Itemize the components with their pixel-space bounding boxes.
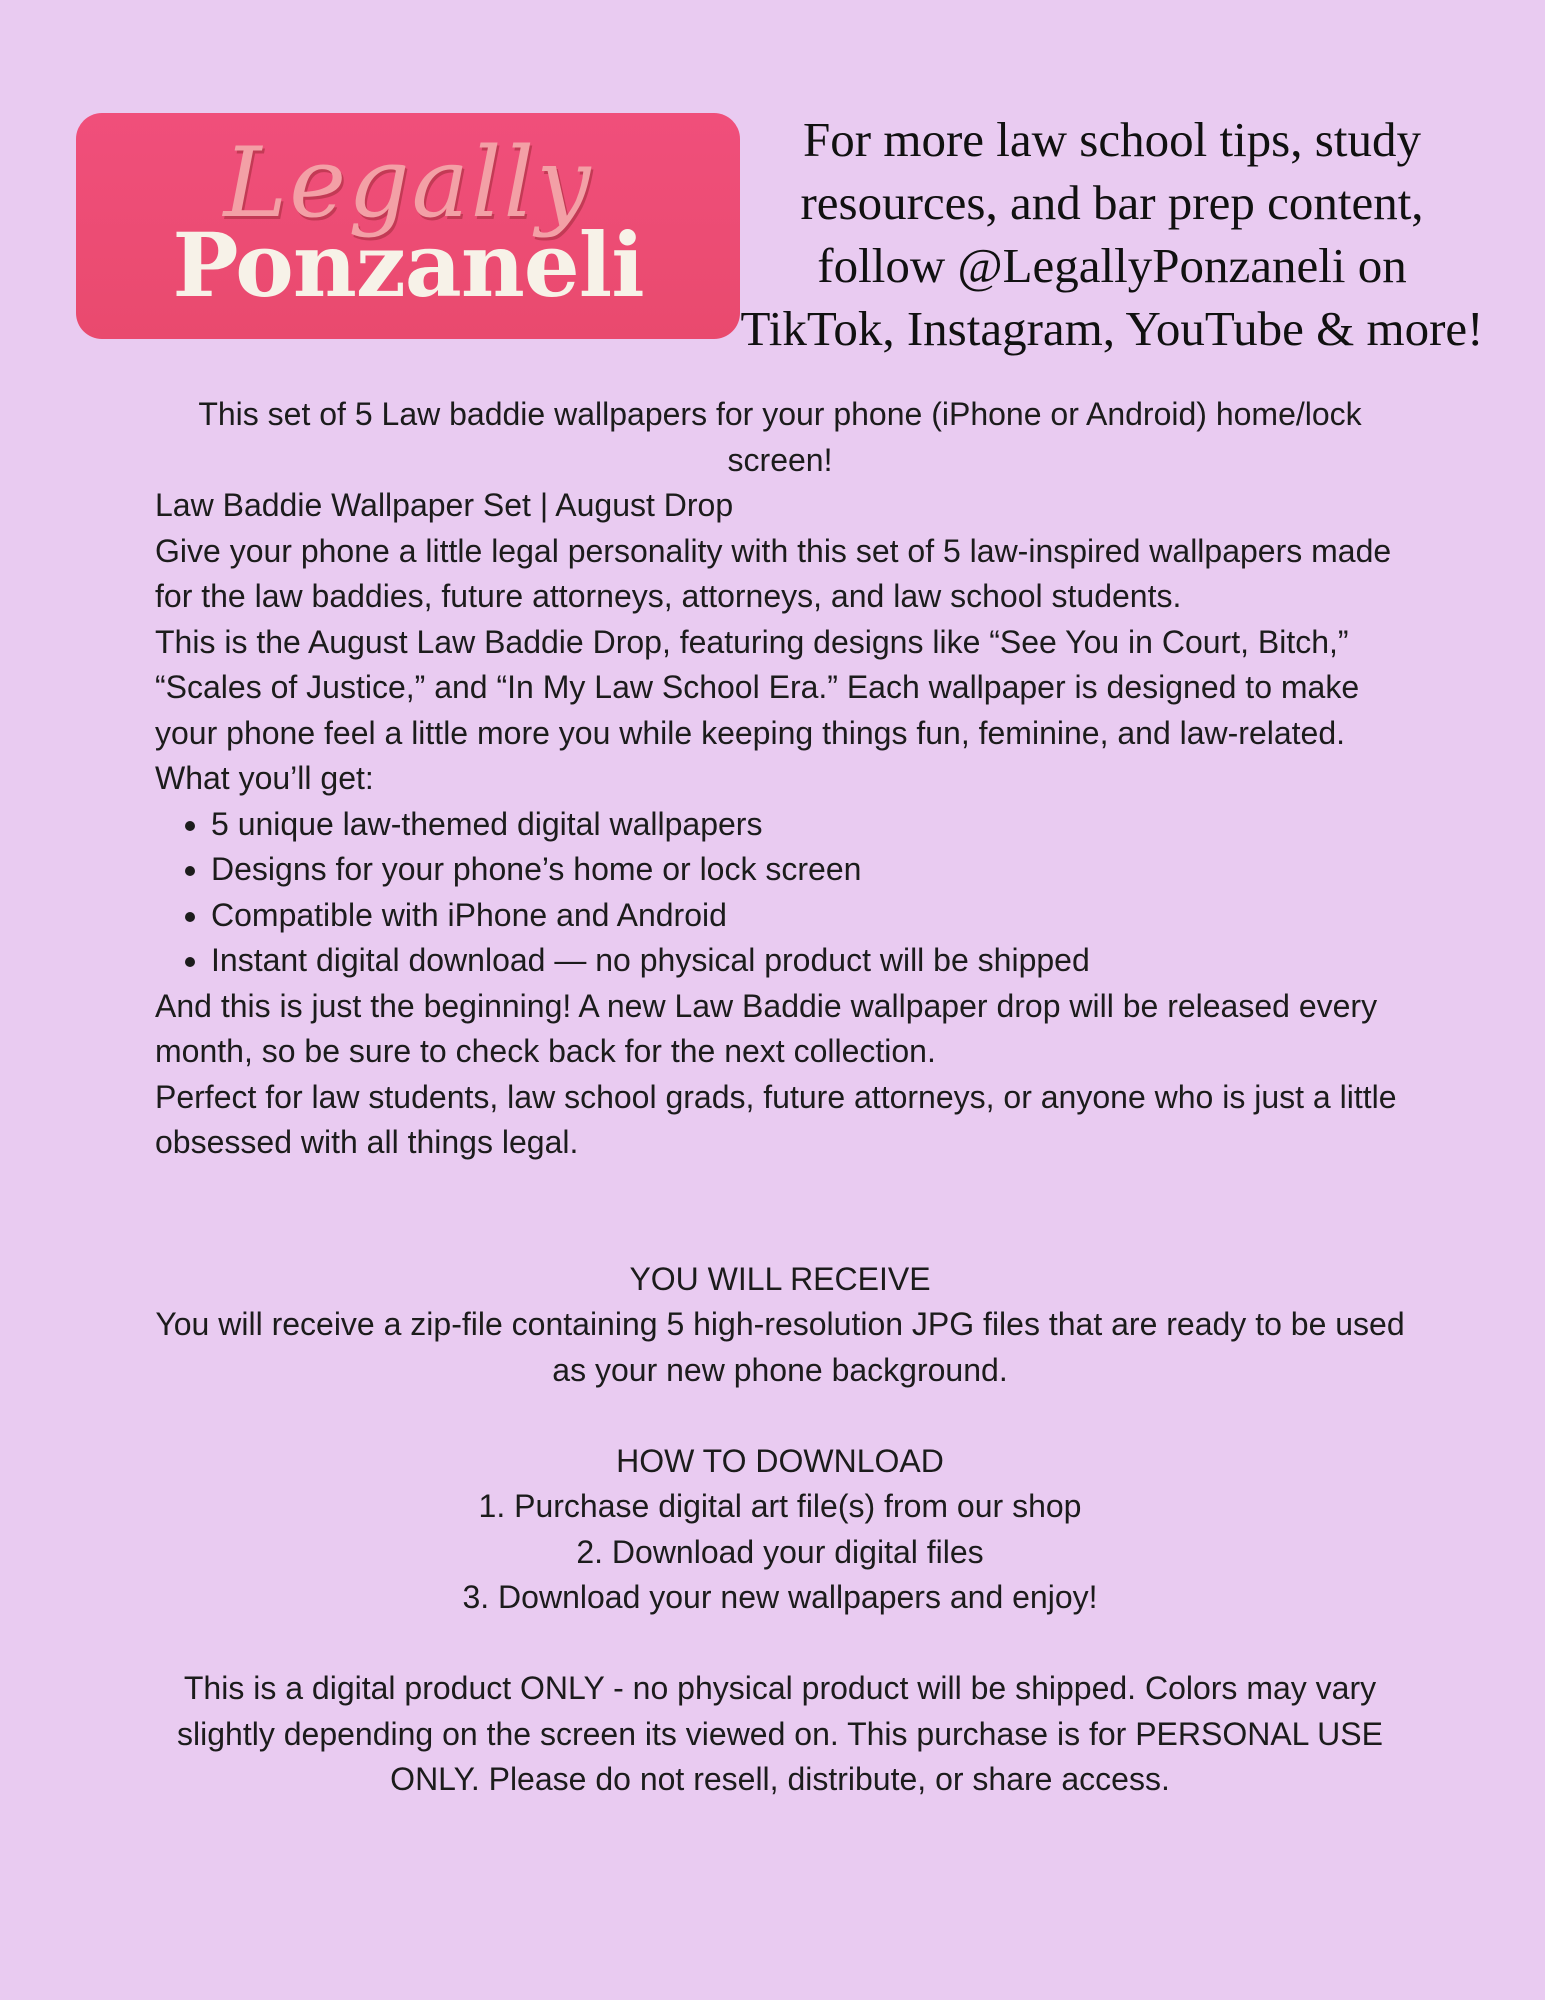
download-heading: HOW TO DOWNLOAD xyxy=(616,1442,944,1479)
product-title: Law Baddie Wallpaper Set | August Drop xyxy=(155,487,734,523)
receive-text: You will receive a zip-file containing 5 high-resolution JPG files that are ready to be used as your new phone background. xyxy=(155,1306,1405,1388)
intro-text: This set of 5 Law baddie wallpapers for your phone (iPhone or Android) home/lock screen! xyxy=(198,396,1362,478)
product-description xyxy=(155,392,1405,1803)
list-item: • Instant digital download — no physical product will be shipped xyxy=(211,938,1405,984)
list-item: • Designs for your phone’s home or lock screen xyxy=(211,847,1405,893)
receive-heading: YOU WILL RECEIVE xyxy=(629,1260,931,1297)
description-paragraph-1: Give your phone a little legal personality with this set of 5 law-inspired wallpapers made for the law baddies, future attorneys, attorneys, and law school students. xyxy=(155,532,1392,614)
whats-included-heading: What you’ll get: xyxy=(155,760,374,796)
description-paragraph-2: This is the August Law Baddie Drop, featuring designs like “See You in Court, Bitch,” “Scales of Justice,” and “In My Law School Era.” Each wallpaper is designed to make your phone feel a little more you while keeping things fun, feminine, and law-related. xyxy=(155,623,1360,751)
description-paragraph-3: And this is just the beginning! A new Law Baddie wallpaper drop will be released every month, so be sure to check back for the next collection. xyxy=(155,987,1378,1069)
download-step: 2. Download your digital files xyxy=(576,1533,984,1570)
download-step: 1. Purchase digital art file(s) from our shop xyxy=(478,1488,1082,1524)
list-item: • 5 unique law-themed digital wallpapers xyxy=(211,802,1405,848)
social-follow-text: For more law school tips, study resources, and bar prep content, follow @LegallyPonzaneli on TikTok, Instagram, YouTube & more! xyxy=(740,112,1484,356)
logo-main-text: Ponzaneli xyxy=(172,213,644,317)
disclaimer-text: This is a digital product ONLY - no physical product will be shipped. Colors may vary slightly depending on the screen its viewed on. This purchase is for PERSONAL USE ONLY. Please do not resell, distribute, or share access. xyxy=(177,1670,1383,1797)
description-paragraph-4: Perfect for law students, law school grads, future attorneys, or anyone who is just a little obsessed with all things legal. xyxy=(155,1078,1397,1160)
logo-script-text: Legally xyxy=(223,127,593,239)
list-item: • Compatible with iPhone and Android xyxy=(211,893,1405,939)
whats-included-list xyxy=(155,802,1405,984)
download-step: 3. Download your new wallpapers and enjoy! xyxy=(462,1579,1098,1615)
brand-logo xyxy=(76,113,740,339)
